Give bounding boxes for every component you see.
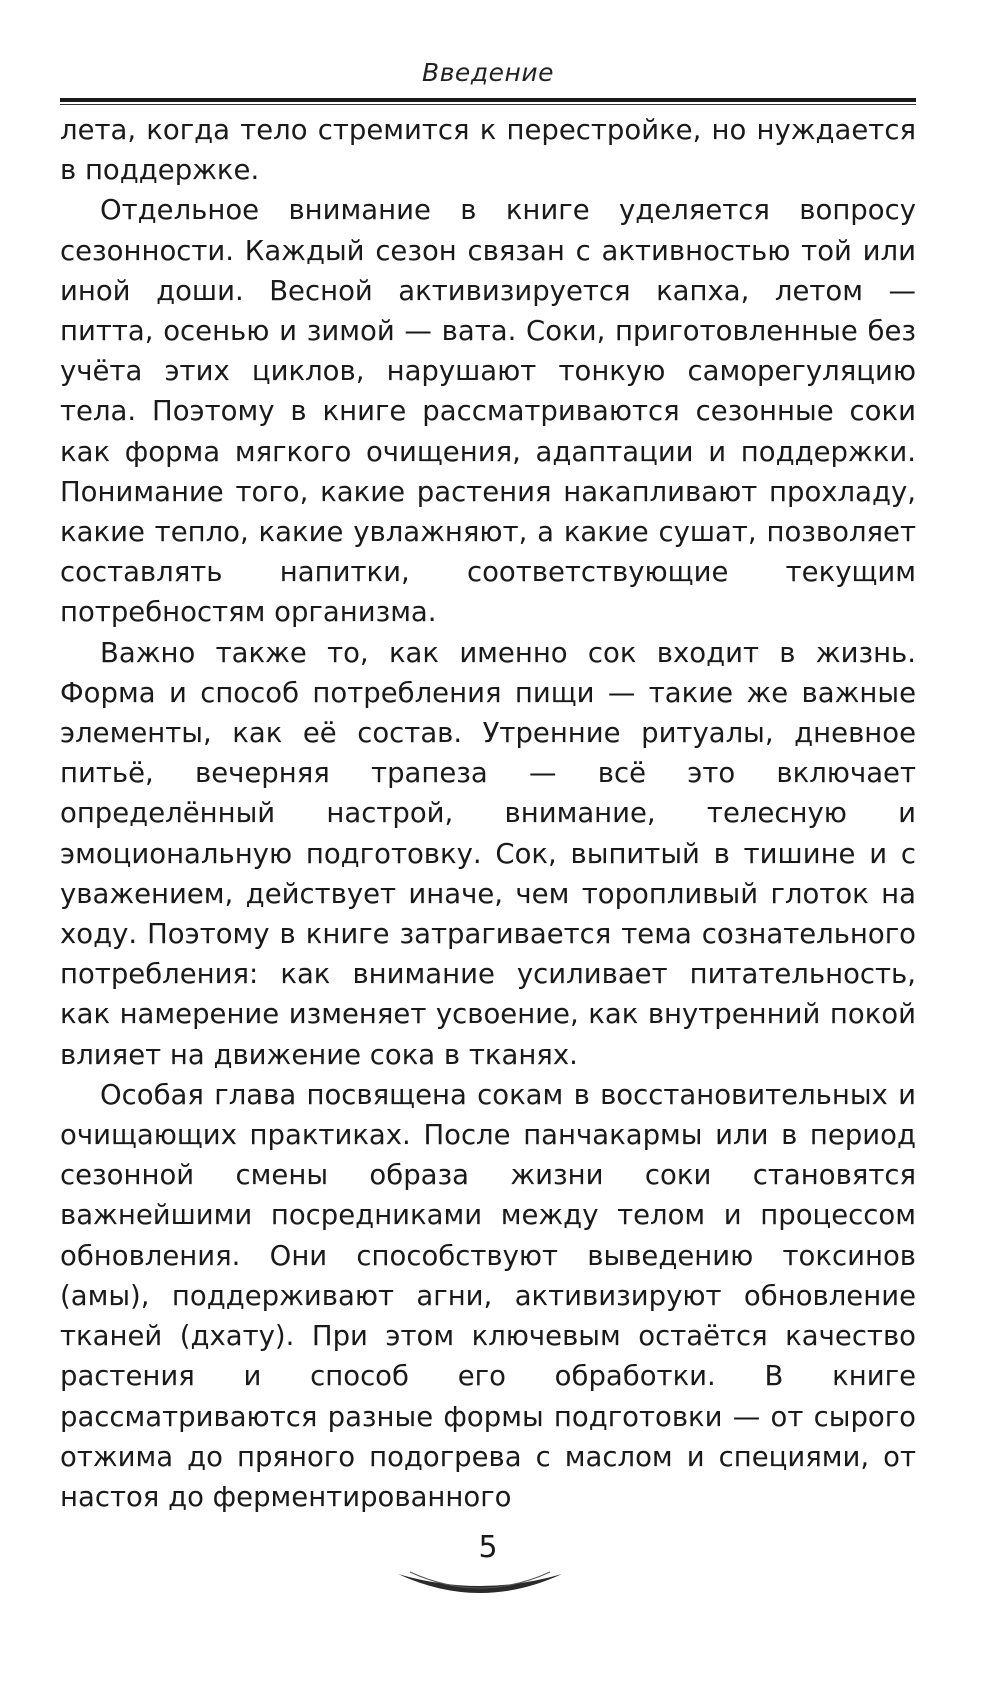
- paragraph-consumption: Важно также то, как именно сок входит в жизнь. Форма и способ потребления пищи — такие же важные элементы, как её состав. Утренние ритуалы, дневное питьё, вечерняя трапеза — всё это включает определённый настрой, внимание, телесную и эмоциональную подготовку. Сок, выпитый в тишине и с уважением, действует иначе, чем торопливый глоток на ходу. Поэтому в книге затрагивается тема сознательного потребления: как внимание усиливает питательность, как намерение изменяет усвоение, как внутренний покой влияет на движение сока в тканях.: [60, 636, 916, 1071]
- page-number-ornament-icon: [390, 1568, 570, 1608]
- header-rule-thick: [60, 98, 916, 102]
- body-text: [60, 110, 916, 1517]
- page-number: 5: [478, 1530, 498, 1565]
- header-rule-thin: [60, 104, 916, 105]
- running-head: Введение: [422, 58, 554, 87]
- paragraph-seasonality: Отдельное внимание в книге уделяется вопросу сезонности. Каждый сезон связан с активностью той или иной доши. Весной активизируется капха, летом — питта, осенью и зимой — вата. Соки, приготовленные без учёта этих циклов, нарушают тонкую саморегуляцию тела. Поэтому в книге рассматриваются сезонные соки как форма мягкого очищения, адаптации и поддержки. Понимание того, какие растения накапливают прохладу, какие тепло, какие увлажняют, а какие сушат, позволяет составлять напитки, соответствующие текущим потребностям организма.: [60, 194, 916, 629]
- paragraph-restorative-practices: Особая глава посвящена сокам в восстановительных и очищающих практиках. После панчакармы или в период сезонной смены образа жизни соки становятся важнейшими посредниками между телом и процессом обновления. Они способствуют выведению токсинов (амы), поддерживают агни, активизируют обновление тканей (дхату). При этом ключевым остаётся качество растения и способ его обработки. В книге рассматриваются разные формы подготовки — от сырого отжима до пряного подогрева с маслом и специями, от настоя до ферментированного: [60, 1078, 916, 1513]
- paragraph-continuation: лета, когда тело стремится к перестройке, но нуждается в поддержке.: [60, 114, 916, 187]
